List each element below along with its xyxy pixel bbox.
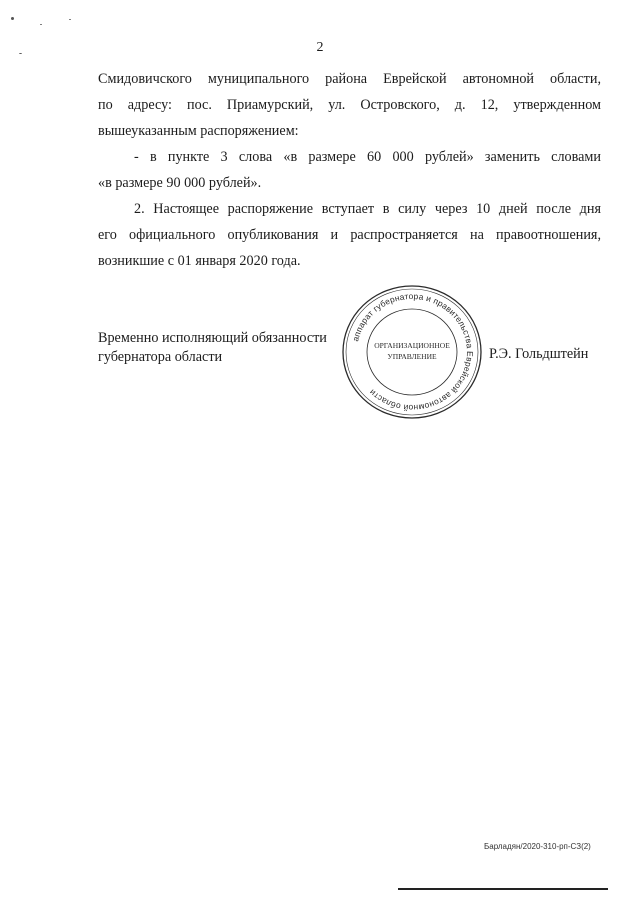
page-number: 2 (316, 40, 324, 55)
body-line: «в размере 90 000 рублей». (98, 175, 262, 191)
document-body (98, 66, 601, 274)
stamp-ring-text: аппарат губернатора и правительства Еврейской автономной области (350, 290, 476, 414)
signatory-title-line: Временно исполняющий обязанности (98, 330, 327, 346)
body-line: вышеуказанным распоряжением: (98, 123, 299, 139)
scan-speck (40, 24, 42, 25)
body-line: - в пункте 3 слова «в размере 60 000 рублей» заменить словами (134, 149, 601, 165)
stamp-center-line2: УПРАВЛЕНИЕ (387, 352, 437, 361)
stamp-center-line1: ОРГАНИЗАЦИОННОЕ (374, 341, 450, 350)
body-line: Смидовичского муниципального района Еврейской автономной области, (98, 71, 601, 87)
body-line: возникшие с 01 января 2020 года. (98, 253, 301, 269)
official-stamp (339, 282, 485, 422)
document-reference: Барладян/2020-310-рп-СЗ(2) (484, 842, 591, 851)
scan-speck (11, 17, 14, 20)
signatory-title (98, 329, 327, 367)
body-line: по адресу: пос. Приамурский, ул. Островского, д. 12, утвержденном (98, 97, 601, 113)
body-line: 2. Настоящее распоряжение вступает в силу через 10 дней после дня (134, 201, 601, 217)
body-line: его официального опубликования и распространяется на правоотношения, (98, 227, 601, 243)
scan-speck (69, 19, 71, 20)
signatory-title-line: губернатора области (98, 349, 223, 365)
signatory-name: Р.Э. Гольдштейн (489, 346, 589, 362)
footer-divider (398, 888, 608, 890)
